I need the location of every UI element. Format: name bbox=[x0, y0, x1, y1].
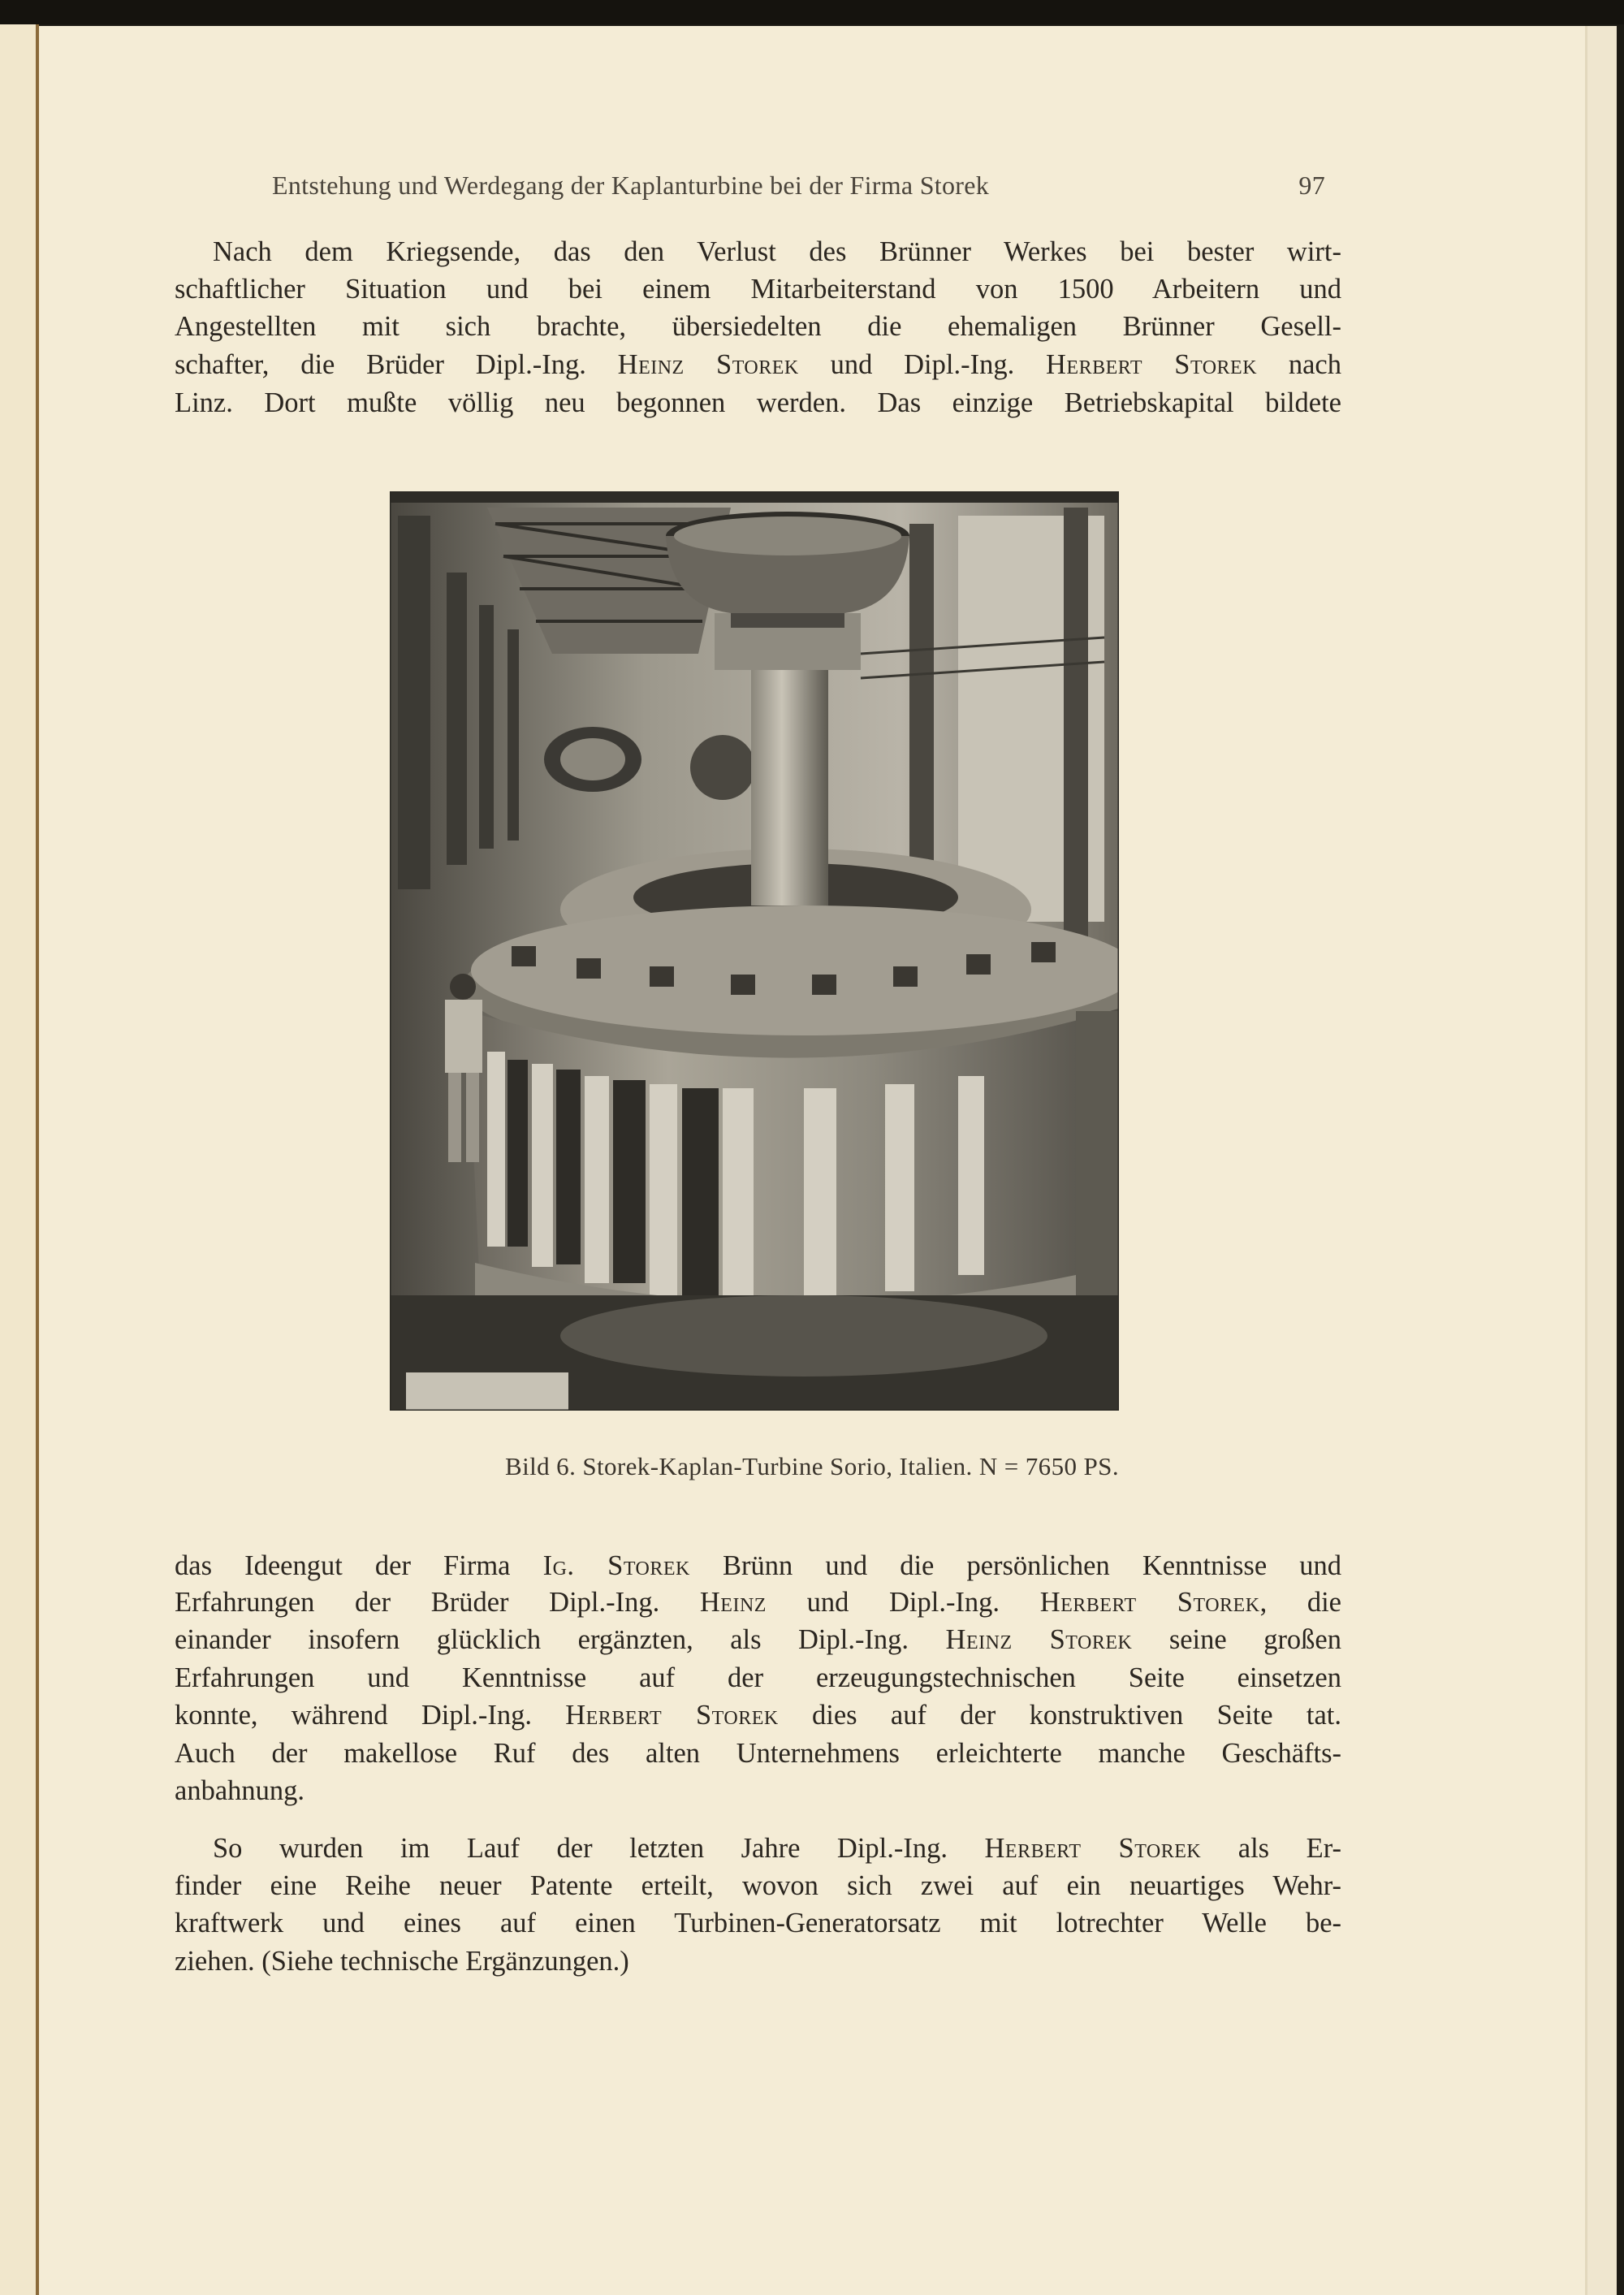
facing-page-edge bbox=[0, 24, 36, 2295]
text-run: als Er- bbox=[1201, 1833, 1341, 1864]
text-run: einander insofern glücklich ergänzten, als Dipl.-Ing. bbox=[175, 1624, 946, 1655]
text-line bbox=[175, 1548, 1341, 1584]
person-name: Heinz Storek bbox=[945, 1624, 1133, 1655]
text-line bbox=[175, 1622, 1341, 1658]
text-run: schafter, die Brüder Dipl.-Ing. bbox=[175, 349, 618, 380]
text-run: dies auf der konstruktiven Seite tat. bbox=[778, 1700, 1341, 1731]
person-name: Heinz Storek bbox=[617, 349, 799, 380]
text-line bbox=[175, 309, 1341, 344]
person-name: Herbert Storek bbox=[984, 1833, 1202, 1864]
text-run: , die bbox=[1259, 1587, 1341, 1618]
text-line bbox=[175, 1660, 1341, 1696]
text-run: So wurden im Lauf der letzten Jahre Dipl.-Ing. bbox=[213, 1833, 985, 1864]
person-name: Heinz bbox=[699, 1587, 767, 1618]
text-run: Brünn und die persönlichen Kenntnisse und bbox=[689, 1550, 1341, 1581]
text-line bbox=[175, 1697, 1341, 1733]
text-line bbox=[175, 347, 1341, 382]
text-run: finder eine Reihe neuer Patente erteilt, wovon sich zwei auf ein neuartiges Wehr- bbox=[175, 1870, 1341, 1901]
text-run: Nach dem Kriegsende, das den Verlust des Brünner Werkes bei bester wirt- bbox=[213, 236, 1341, 267]
text-line bbox=[175, 1773, 1341, 1809]
person-name: Herbert Storek bbox=[565, 1700, 779, 1731]
text-line bbox=[175, 1584, 1341, 1620]
text-run: nach bbox=[1257, 349, 1341, 380]
running-title: Entstehung und Werdegang der Kaplanturbine bei der Firma Storek bbox=[272, 171, 990, 200]
person-name: Herbert Storek bbox=[1039, 1587, 1260, 1618]
text-run: Auch der makellose Ruf des alten Unternehmens erleichterte manche Geschäfts- bbox=[175, 1738, 1341, 1769]
figure-photo-kaplan-turbine bbox=[390, 491, 1119, 1411]
text-line bbox=[175, 271, 1341, 307]
text-run: das Ideengut der Firma bbox=[175, 1550, 543, 1581]
text-run: und Dipl.-Ing. bbox=[798, 349, 1047, 380]
scan-top-border bbox=[0, 0, 1624, 24]
text-run: kraftwerk und eines auf einen Turbinen-Generatorsatz mit lotrechter Welle be- bbox=[175, 1908, 1341, 1938]
figure-caption: Bild 6. Storek-Kaplan-Turbine Sorio, Italien. N = 7650 PS. bbox=[505, 1452, 1119, 1480]
running-header bbox=[272, 171, 1325, 201]
person-name: Ig. Storek bbox=[542, 1550, 690, 1581]
text-line bbox=[175, 1735, 1341, 1771]
text-run: schaftlicher Situation und bei einem Mitarbeiterstand von 1500 Arbeitern und bbox=[175, 274, 1341, 305]
page-edge-right bbox=[1585, 26, 1617, 2295]
person-name: Herbert Storek bbox=[1046, 349, 1258, 380]
text-line bbox=[175, 1905, 1341, 1941]
text-run: ziehen. (Siehe technische Ergänzungen.) bbox=[175, 1946, 629, 1977]
text-run: Linz. Dort mußte völlig neu begonnen werden. Das einzige Betriebskapital bildete bbox=[175, 387, 1341, 418]
text-run: und Dipl.-Ing. bbox=[766, 1587, 1040, 1618]
text-run: anbahnung. bbox=[175, 1775, 305, 1806]
text-line bbox=[175, 1943, 1341, 1979]
text-run: konnte, während Dipl.-Ing. bbox=[175, 1700, 566, 1731]
text-line bbox=[175, 385, 1341, 421]
text-line bbox=[175, 1868, 1341, 1904]
turbine-photo bbox=[390, 491, 1119, 1411]
page-number: 97 bbox=[1298, 171, 1325, 200]
text-line bbox=[213, 1830, 1341, 1866]
text-run: Erfahrungen der Brüder Dipl.-Ing. bbox=[175, 1587, 700, 1618]
text-run: Angestellten mit sich brachte, übersiedelten die ehemaligen Brünner Gesell- bbox=[175, 311, 1341, 342]
text-line bbox=[213, 234, 1341, 270]
text-run: Erfahrungen und Kenntnisse auf der erzeugungstechnischen Seite einsetzen bbox=[175, 1662, 1341, 1693]
text-run: seine großen bbox=[1132, 1624, 1341, 1655]
